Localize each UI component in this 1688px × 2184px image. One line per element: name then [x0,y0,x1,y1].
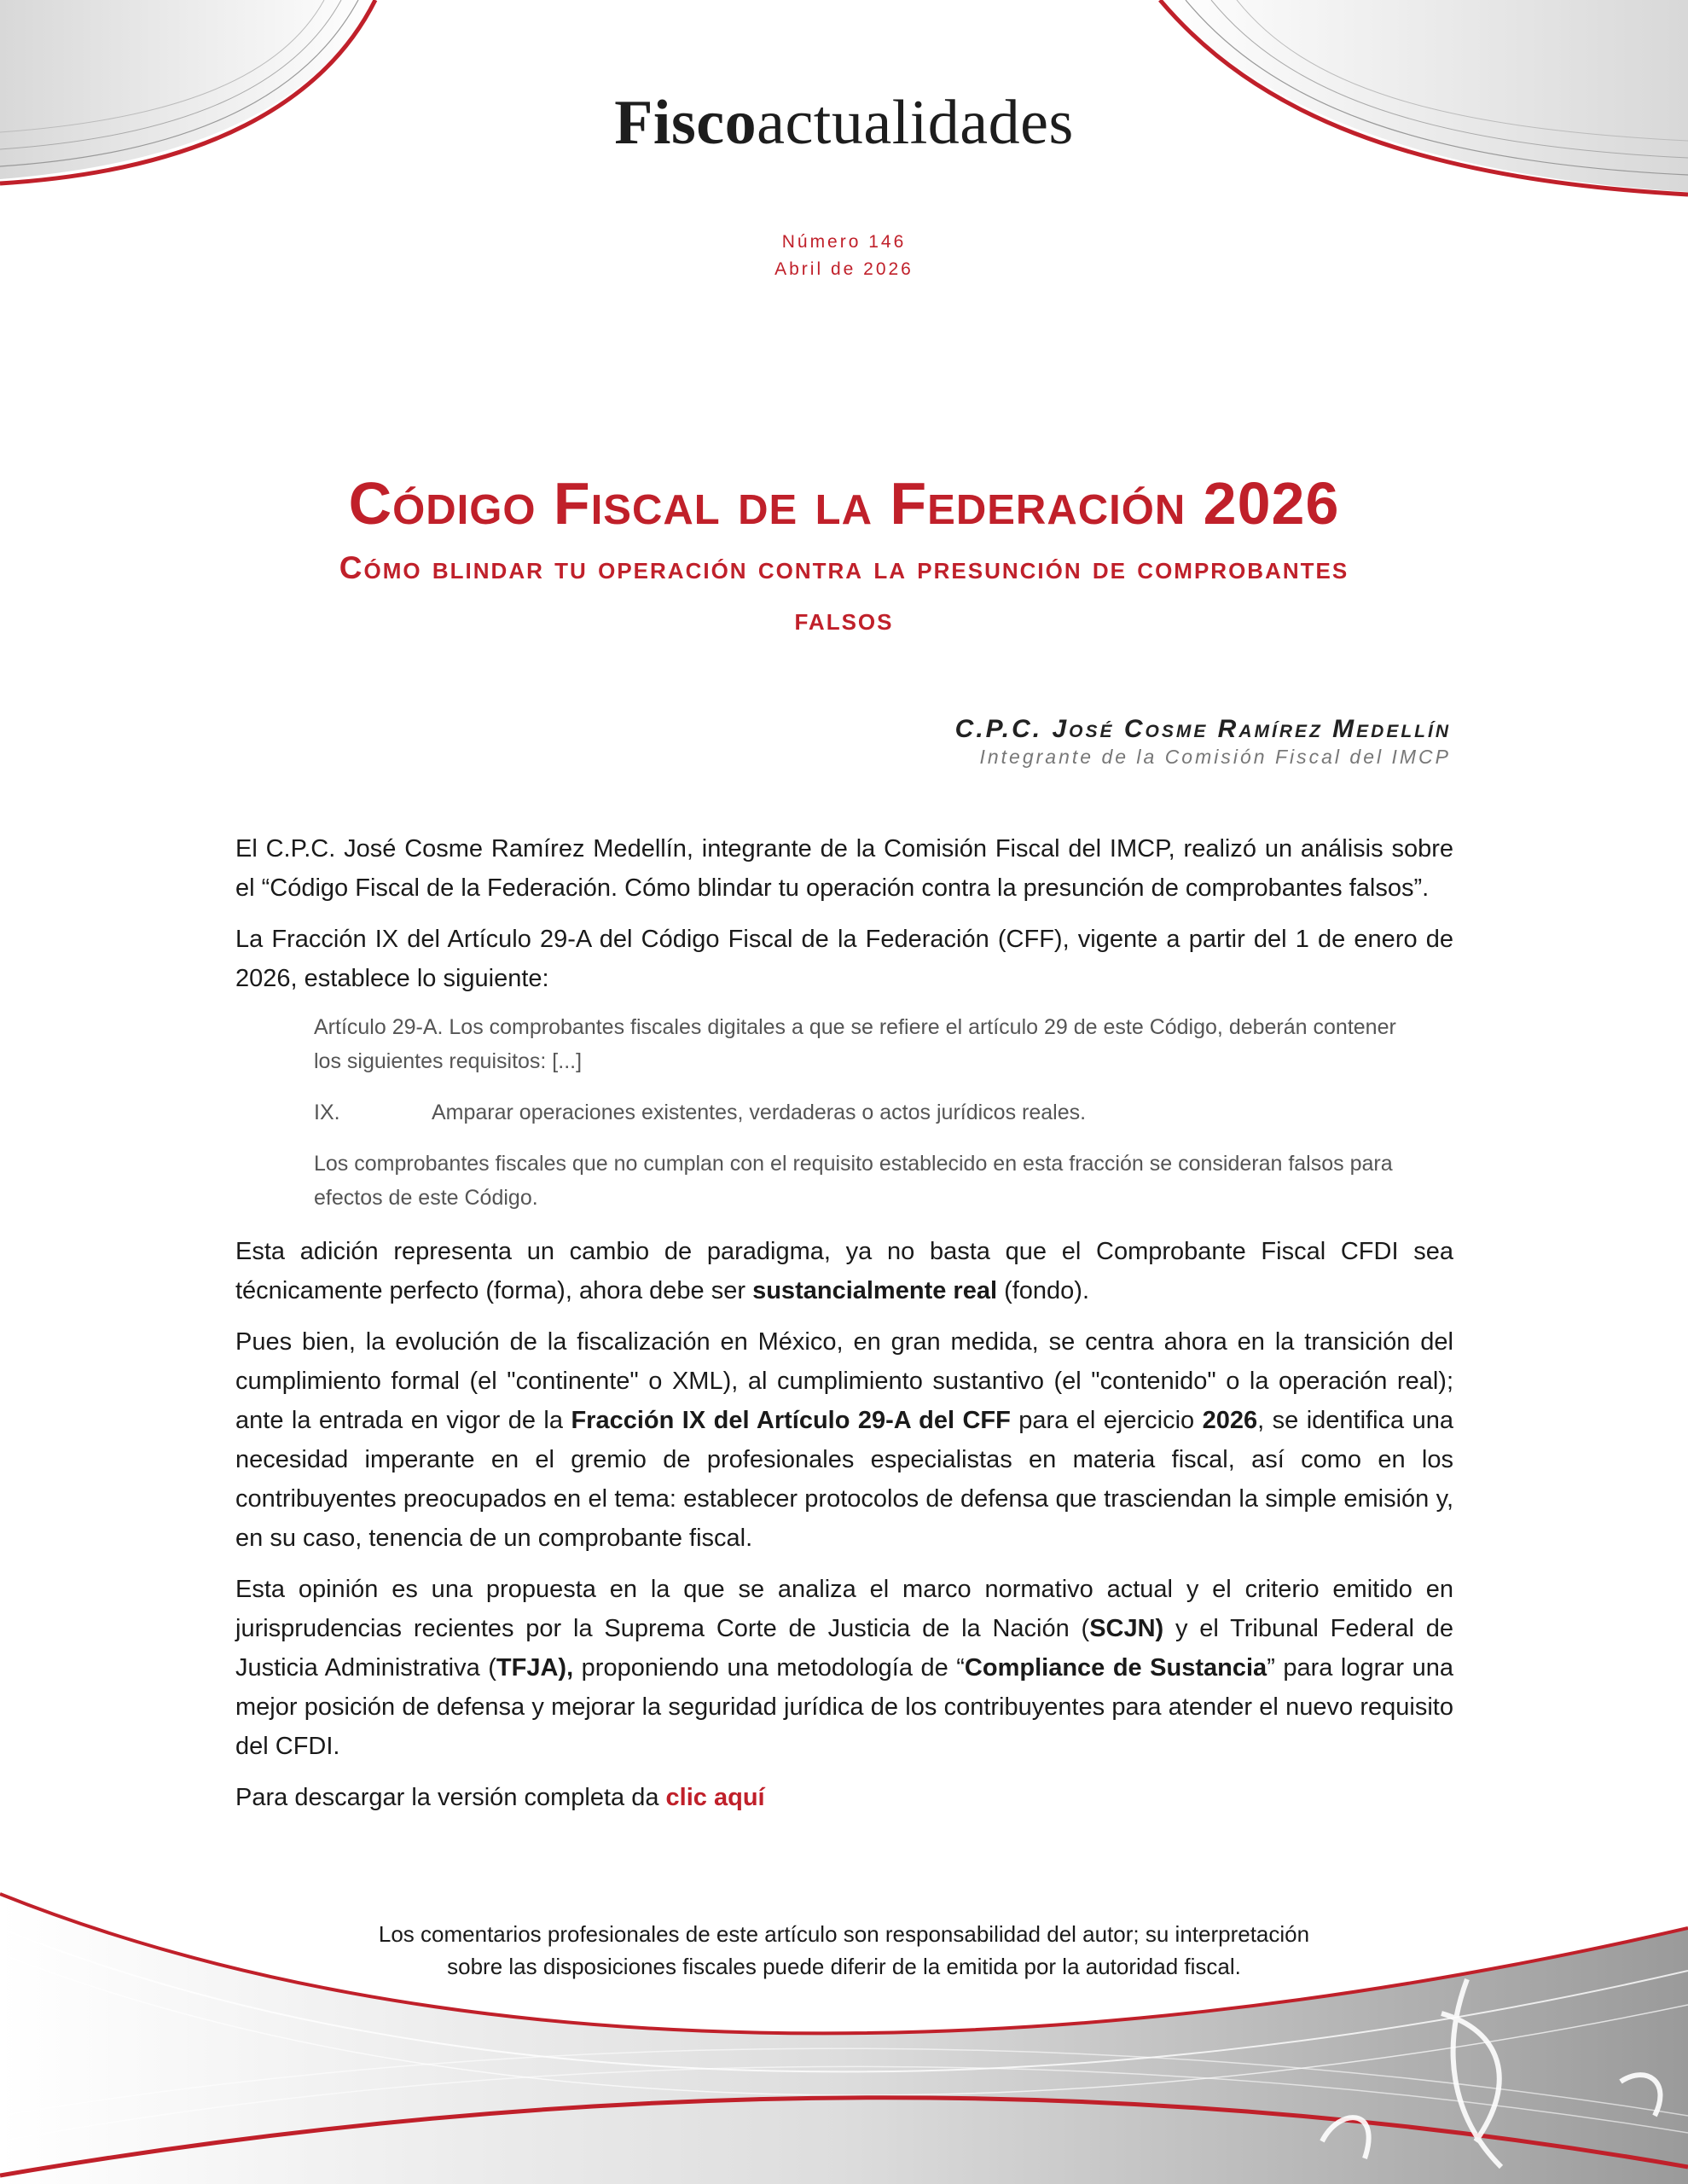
author-block [955,715,1451,769]
download-link[interactable]: clic aquí [665,1784,765,1811]
bold-span: Fracción IX del Artículo 29-A del CFF [571,1407,1011,1434]
bold-span: sustancialmente real [752,1277,998,1304]
text-span: Pues bien, la evolución de la fiscalización en México, en gran medida, se centra ahora en la transición del cumplimiento formal (el "continente" o XML), al cumplimiento sustantivo (el "contenido" o la operación real); ante la entrada en vigor de la [235,1328,1453,1434]
bold-span: SCJN) [1089,1615,1164,1642]
text-span: ” para lograr una mejor posición de defensa y mejorar la seguridad jurídica de los contribuyentes para atender el nuevo requisito del CFDI. [235,1654,1453,1760]
disclaimer-line-2: sobre las disposiciones fiscales puede diferir de la emitida por la autoridad fiscal. [447,1954,1241,1979]
text-span: Esta opinión es una propuesta en la que se analiza el marco normativo actual y el criterio emitido en jurisprudencias recientes por la Suprema Corte de Justicia de la Nación ( [235,1576,1453,1642]
masthead-regular: actualidades [757,88,1074,158]
sub-title: Cómo blindar tu operación contra la presunción de comprobantes falsos [339,550,1349,636]
legal-quote [314,1010,1397,1215]
quote-fraction-text: Amparar operaciones existentes, verdaderas o actos jurídicos reales. [432,1101,1087,1124]
text-span: y el Tribunal Federal de Justicia Administrativa ( [235,1615,1453,1682]
masthead-bold: Fisco [614,88,757,158]
quote-consequence: Los comprobantes fiscales que no cumplan con el requisito establecido en esta fracción se consideran falsos para efectos de este Código. [314,1152,1393,1210]
disclaimer-line-1: Los comentarios profesionales de este artículo son responsabilidad del autor; su interpretación [378,1921,1310,1947]
text-span: proponiendo una metodología de “ [573,1654,965,1682]
bold-span: TFJA), [496,1654,574,1682]
disclaimer [0,1918,1688,1983]
paragraph-fraction: La Fracción IX del Artículo 29-A del Código Fiscal de la Federación (CFF), vigente a partir del 1 de enero de 2026, establece lo siguiente: [235,926,1453,992]
bold-span: Compliance de Sustancia [964,1654,1267,1682]
masthead-logo [0,87,1688,160]
author-role: Integrante de la Comisión Fiscal del IMCP [979,746,1451,768]
text-span: , se identifica una necesidad imperante en el gremio de profesionales especialistas en materia fiscal, así como en los contribuyentes preocupados en el tema: establecer protocolos de defensa que trasciendan la simple emisión y, en su caso, tenencia de un comprobante fiscal. [235,1407,1454,1552]
quote-article: Artículo 29-A. Los comprobantes fiscales digitales a que se refiere el artículo 29 de este Código, deberán contener los siguientes requisitos: [...] [314,1015,1396,1073]
text-span: (fondo). [997,1277,1090,1304]
quote-fraction-ix [314,1095,1397,1130]
main-title: Código Fiscal de la Federación 2026 [348,470,1340,537]
title-block [0,468,1688,645]
paragraph-proposal [235,1570,1453,1766]
footer-wave-decoration [0,1860,1688,2184]
issue-info [0,229,1688,283]
download-text: Para descargar la versión completa da [235,1784,666,1811]
article-body [235,829,1453,1829]
issue-number: Número 146 [781,232,907,252]
text-span: para el ejercicio [1010,1407,1203,1434]
author-name: C.P.C. José Cosme Ramírez Medellín [954,715,1451,743]
bold-span: 2026 [1202,1407,1258,1434]
paragraph-evolution [235,1322,1453,1558]
paragraph-paradigm [235,1232,1453,1310]
paragraph-intro: El C.P.C. José Cosme Ramírez Medellín, integrante de la Comisión Fiscal del IMCP, realizó un análisis sobre el “Código Fiscal de la Federación. Cómo blindar tu operación contra la presunción de comprobantes falsos”. [235,835,1453,902]
issue-date: Abril de 2026 [774,259,914,279]
download-line [235,1778,1453,1817]
quote-fraction-number: IX. [314,1101,340,1124]
text-span: Esta adición representa un cambio de paradigma, ya no basta que el Comprobante Fiscal CFDI sea técnicamente perfecto (forma), ahora debe ser [235,1238,1453,1304]
